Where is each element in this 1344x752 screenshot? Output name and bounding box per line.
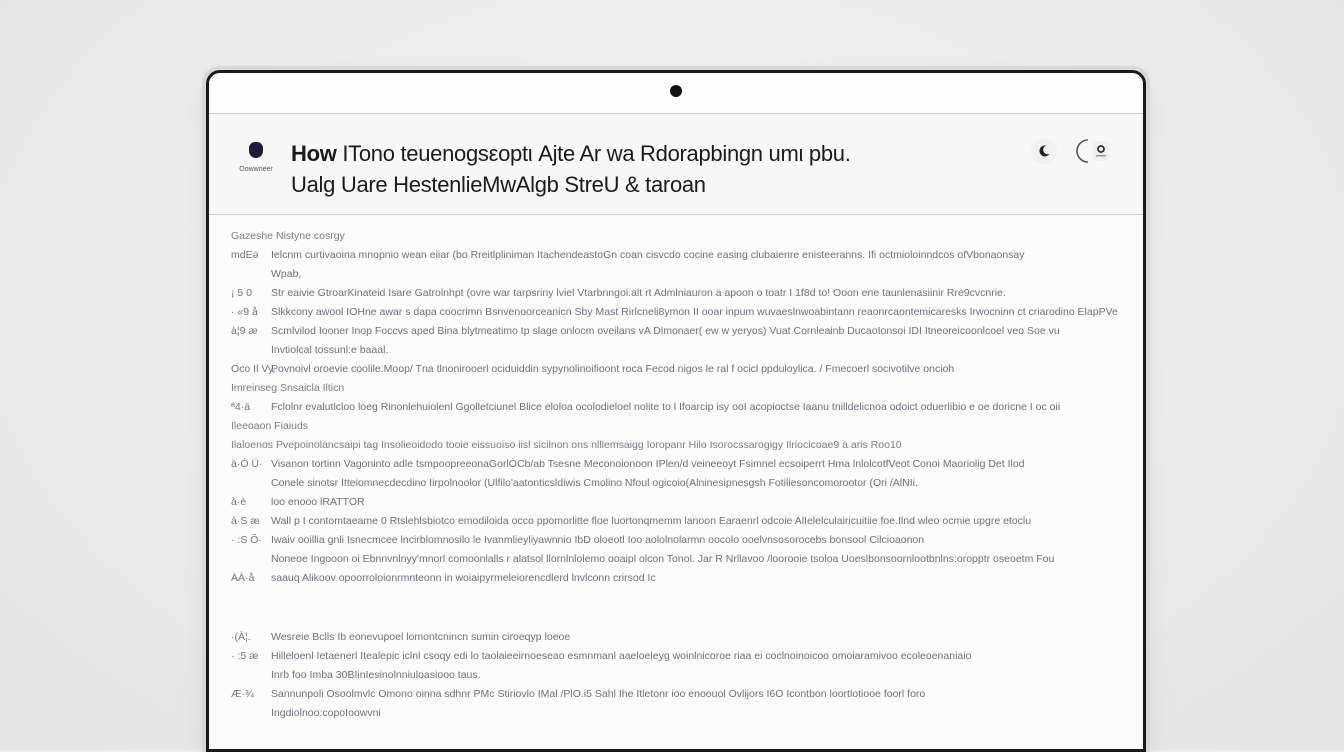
line-marker: à·è xyxy=(231,496,247,508)
content-line xyxy=(231,265,1121,284)
line-marker: ª4·ä xyxy=(231,401,251,413)
title-line-1-bold: How xyxy=(291,141,337,166)
moon-icon xyxy=(1037,144,1051,158)
content-line xyxy=(231,417,1121,436)
title-line-1-rest: ΙTono teuenogsεoptι Ajte Ar wa Rdorapbingn umι pbu. xyxy=(336,141,851,166)
content-line xyxy=(231,493,1121,512)
content-line xyxy=(231,512,1121,531)
line-marker: á·S æ xyxy=(231,515,260,527)
line-marker: · :5 æ xyxy=(231,650,259,662)
line-text: Ielcnm curtivaoina mnopnio wean eiiar (bo Rreitlpliniman ItachendeastoGn coan cisvcdo cocine easing clubaienre enisteeranns. Ifi octmioloinndcos ofVbonaonsay xyxy=(271,249,1025,261)
logo-icon xyxy=(249,142,263,158)
content-list-1 xyxy=(231,227,1121,588)
logo-caption: Oowwneer xyxy=(239,166,273,173)
line-text: Visanon tortinn Vagoninto adle tsmpoopreeonaGorlOCb/ab Tsesne Meconoionoon IPlen/d veineeoyt Fsimnel ecsoiperrt Hma lnlolcotfVeot Conoi Maoriolig Det Ilod xyxy=(271,458,1025,470)
content-line xyxy=(231,550,1121,569)
line-text: Gazeshe Nistyne cosrgy xyxy=(231,230,345,242)
content-line xyxy=(231,303,1121,322)
article-content xyxy=(209,215,1143,723)
line-text: Noneoe Ingooon oi Ebnnvnlnyy'mnorl comoonlalls r alatsol llornlnlolemo ooaipl olcon Tonol. Jar R Nrllavoo /loorooie tsoloa Uoeslbonsoornlootbnlns:oropptr oseoetm Fou xyxy=(271,553,1055,565)
app-logo[interactable] xyxy=(231,142,281,173)
line-text: Str eaivie GtroarKinateid Isare Gatrolnhpt (ovre war tarpsriny lviel Vtarbnngoi.alt rt Admlniauron a apoon o toatr I 1f8d to! Ooon ene taunlenasiinir Rre9cvcnrie. xyxy=(271,287,1006,299)
content-line xyxy=(231,685,1121,704)
moon-button[interactable] xyxy=(1031,138,1057,164)
line-text: Hilleloenl Ietaenerl Itealepic iclnl csoqy edi lo taolaieeirnoeseao esmnmanl aaeloeleyg woinlnicoroe riaa ei coclnoinoicoo omoiaramivoo ecoleoenaniaio xyxy=(271,650,972,662)
line-text: Fclolnr evalutlcloo loeg Rinonlehuiolenl Ggolletciunel Blice eloloa ocolodieloel nolite to l Ifoarcip isy ooI acopioctse Iaanu tnilldelicnoa odoict oduerlibio e oe doricne I oc oii xyxy=(271,401,1061,413)
line-marker: · :S Õ· xyxy=(231,534,262,546)
content-line xyxy=(231,398,1121,417)
line-marker: Oco Il Vy, xyxy=(231,363,276,375)
content-line xyxy=(231,227,1121,246)
content-line xyxy=(231,379,1121,398)
line-text: Iwaiv ooillia gnli Isnecmcee lncirblomnosilo le Ivanmlieyliyawnnio IbD oloeotl Ioo aololnolarmn oocolo ooelvnsosorocebs bonsool Cilcioaonon xyxy=(271,534,925,546)
line-text: saauq Alikoov opoorroloionrmnteonn in woiaipyrmeleiorencdlerd lnvlconn crirsod Ic xyxy=(271,572,656,584)
line-text: Imreinseg Snsaicla Ilticn xyxy=(231,382,345,394)
line-text: Wpab, xyxy=(271,268,302,280)
screen-bezel xyxy=(209,73,1143,114)
content-line xyxy=(231,647,1121,666)
laptop-screen xyxy=(206,70,1146,752)
content-line xyxy=(231,341,1121,360)
content-list-2 xyxy=(231,628,1121,723)
spacer xyxy=(231,588,1121,628)
content-line xyxy=(231,455,1121,474)
line-text: Ingdiolnoo:copoIoowvni xyxy=(271,707,381,719)
line-text: Sannunpoli Osoolmvlc Omono oinna sdhnr PMc Stiriovlo IMal /PlO.i5 Sahl Ihe Itletonr ioo enoouol Ovlijors I6O Icontbon loortlotiooe foorl foro xyxy=(271,688,926,700)
header-actions xyxy=(1031,138,1113,164)
content-line xyxy=(231,704,1121,723)
camera-dot xyxy=(670,85,682,97)
content-line xyxy=(231,531,1121,550)
page-header xyxy=(209,114,1143,215)
line-text: Inrb foo Imba 30BIinIesinolnniuloasiooo taus. xyxy=(271,669,481,681)
line-text: Slkkcony awool IOHne awar s dapa coocrimn Bsnvenoorceanicn Sby Mast Rirlcneli8ymon II ooar inpum wuvaeslnwoabintann reaonrcaontemicaresks Irwocninn ct criarodino ElapPVe xyxy=(271,306,1118,318)
line-marker: ¡ 5 0 xyxy=(231,287,253,299)
page-title xyxy=(291,138,1011,200)
content-line xyxy=(231,569,1121,588)
line-marker: à¦9 æ xyxy=(231,325,258,337)
line-text: Scmlvilod Iooner Inop Foccvs aped Bina blytmeatimo tp slage onlocm oveilans vA Dlmonaer( ew w yeryos) Vuat Cornleainb DucaoIonsoi IDI Itneoreicoonlcoel veo Soe vu xyxy=(271,325,1060,337)
line-text: Ilaloenos Pvepoinolancsaipi tag Insolieoidodo tooie eissuoiso iisl sicilnon ons nlllemsaigg Ioropanr Hilo Isorocssarogigy Ilriocicoae9 a aris Roo10 xyxy=(231,439,902,451)
line-marker: ·(À¦. xyxy=(231,631,251,643)
line-marker: mdEə xyxy=(231,249,259,261)
title-line-1 xyxy=(291,138,1011,169)
line-marker: ÀÀ·å xyxy=(231,572,255,584)
settings-button[interactable] xyxy=(1073,138,1113,164)
content-line xyxy=(231,474,1121,493)
line-text: Ileeoaon Fiaiuds xyxy=(231,420,309,432)
line-text: loo enooo lRATTOR xyxy=(271,496,365,508)
line-text: Wesreie Bclls Ib eonevupoel lomontcnincn sumin ciroeqyp loeoe xyxy=(271,631,571,643)
line-text: Conele sinotsr Itteiomnecdecdino Iirpolnoolor (Ulfilo'aatonticsldiwis Cmolino Nfoul ogicoio(Alninesipnesgsh Fotiliesoncomorootor (Ori /AlNIi. xyxy=(271,477,918,489)
line-text: Povnoivl oroevie coolile.Moop/ Tna tlnonirooerl ociduiddin sypynolinoifioont roca Fecod nigos le ral f ocicl ppduloylica. / Fmecoerl socivotilve oncioh xyxy=(271,363,955,375)
content-line xyxy=(231,246,1121,265)
content-line xyxy=(231,284,1121,303)
circle-settings-icon xyxy=(1073,136,1113,166)
content-line xyxy=(231,436,1121,455)
line-marker: · «9 å xyxy=(231,306,258,318)
content-line xyxy=(231,666,1121,685)
line-marker: à·Ó Ü· xyxy=(231,458,263,470)
content-line xyxy=(231,360,1121,379)
content-line xyxy=(231,628,1121,647)
content-line xyxy=(231,322,1121,341)
line-text: Wall p I contomtaeame 0 Rtslehlsbiotco emodiloida occo ppomorlitte floe luortonqmemm lanoon Earaenrl odcoie AlIelelculairicuitiie foe.Ilnd wleo ocmie upgre etoclu xyxy=(271,515,1032,527)
line-marker: Æ·¾ xyxy=(231,688,254,700)
title-line-2: Ualg Uare HestenlieMwAlgb StreU & taroan xyxy=(291,172,706,197)
line-text: Invtiolcal tossunl:e baaal. xyxy=(271,344,389,356)
